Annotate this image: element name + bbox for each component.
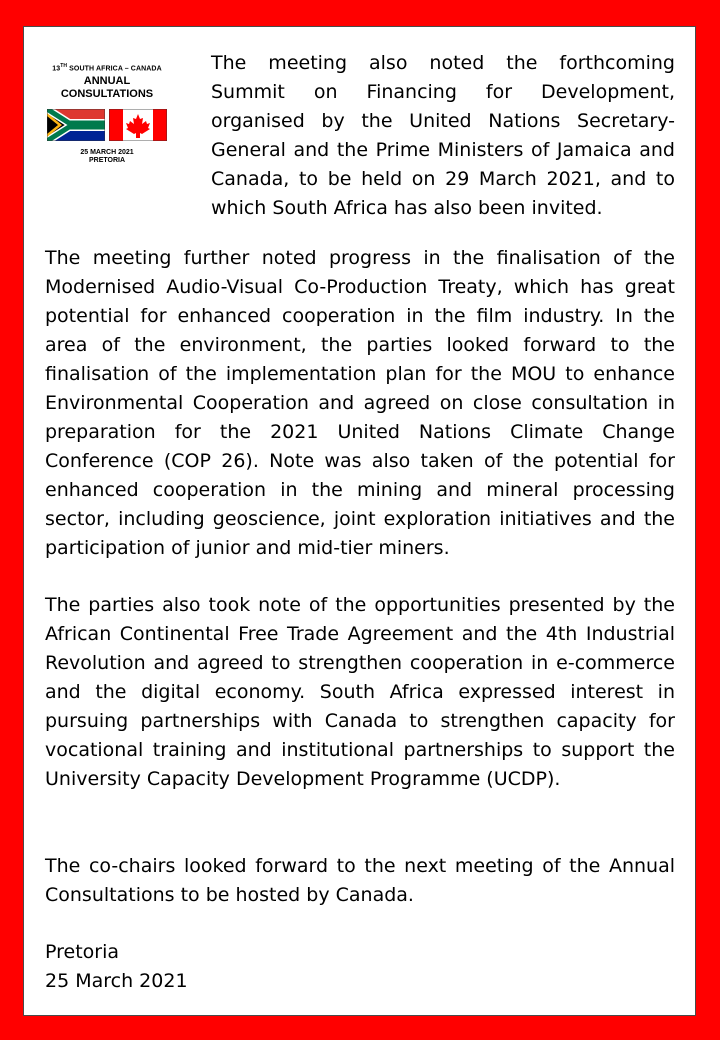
document-page	[23, 26, 696, 1016]
consultations-logo	[32, 59, 182, 209]
flags	[32, 109, 182, 141]
paragraph-summit: The meeting also noted the forthcoming Summit on Financing for Development, organised by the United Nations Secretary-General and the Prime Ministers of Jamaica and Canada, to be held on 29 March 2021, and to which South Africa has also been invited.	[211, 52, 675, 219]
south-africa-flag-icon	[47, 109, 105, 141]
canada-flag-icon	[109, 109, 167, 141]
paragraph-next-meeting: The co-chairs looked forward to the next meeting of the Annual Consultations to be hosted by Canada.	[45, 855, 675, 906]
logo-top-line: 13TH SOUTH AFRICA – CANADA	[52, 63, 162, 73]
closing-place: Pretoria	[45, 941, 120, 963]
logo-title: ANNUAL CONSULTATIONS	[60, 75, 154, 101]
closing-block	[45, 938, 675, 996]
paragraph-free-trade: The parties also took note of the opportunities presented by the African Continental Free Trade Agreement and the 4th Industrial Revolution and agreed to strengthen cooperation in e-commerce and the digital economy. South Africa expressed interest in pursuing partnerships with Canada to strengthen capacity for vocational training and institutional partnerships to support the University Capacity Development Programme (UCDP).	[45, 594, 675, 790]
closing-date: 25 March 2021	[45, 970, 188, 992]
paragraph-coproduction-treaty: The meeting further noted progress in the finalisation of the Modernised Audio-Visual Co-Production Treaty, which has great potential for enhanced cooperation in the film industry. In the area of the environment, the parties looked forward to the finalisation of the implementation plan for the MOU to enhance Environmental Cooperation and agreed on close consultation in preparation for the 2021 United Nations Climate Change Conference (COP 26). Note was also taken of the potential for enhanced cooperation in the mining and mineral processing sector, including geoscience, joint exploration initiatives and the participation of junior and mid-tier miners.	[45, 247, 675, 559]
logo-date: 25 MARCH 2021 PRETORIA	[80, 149, 134, 165]
